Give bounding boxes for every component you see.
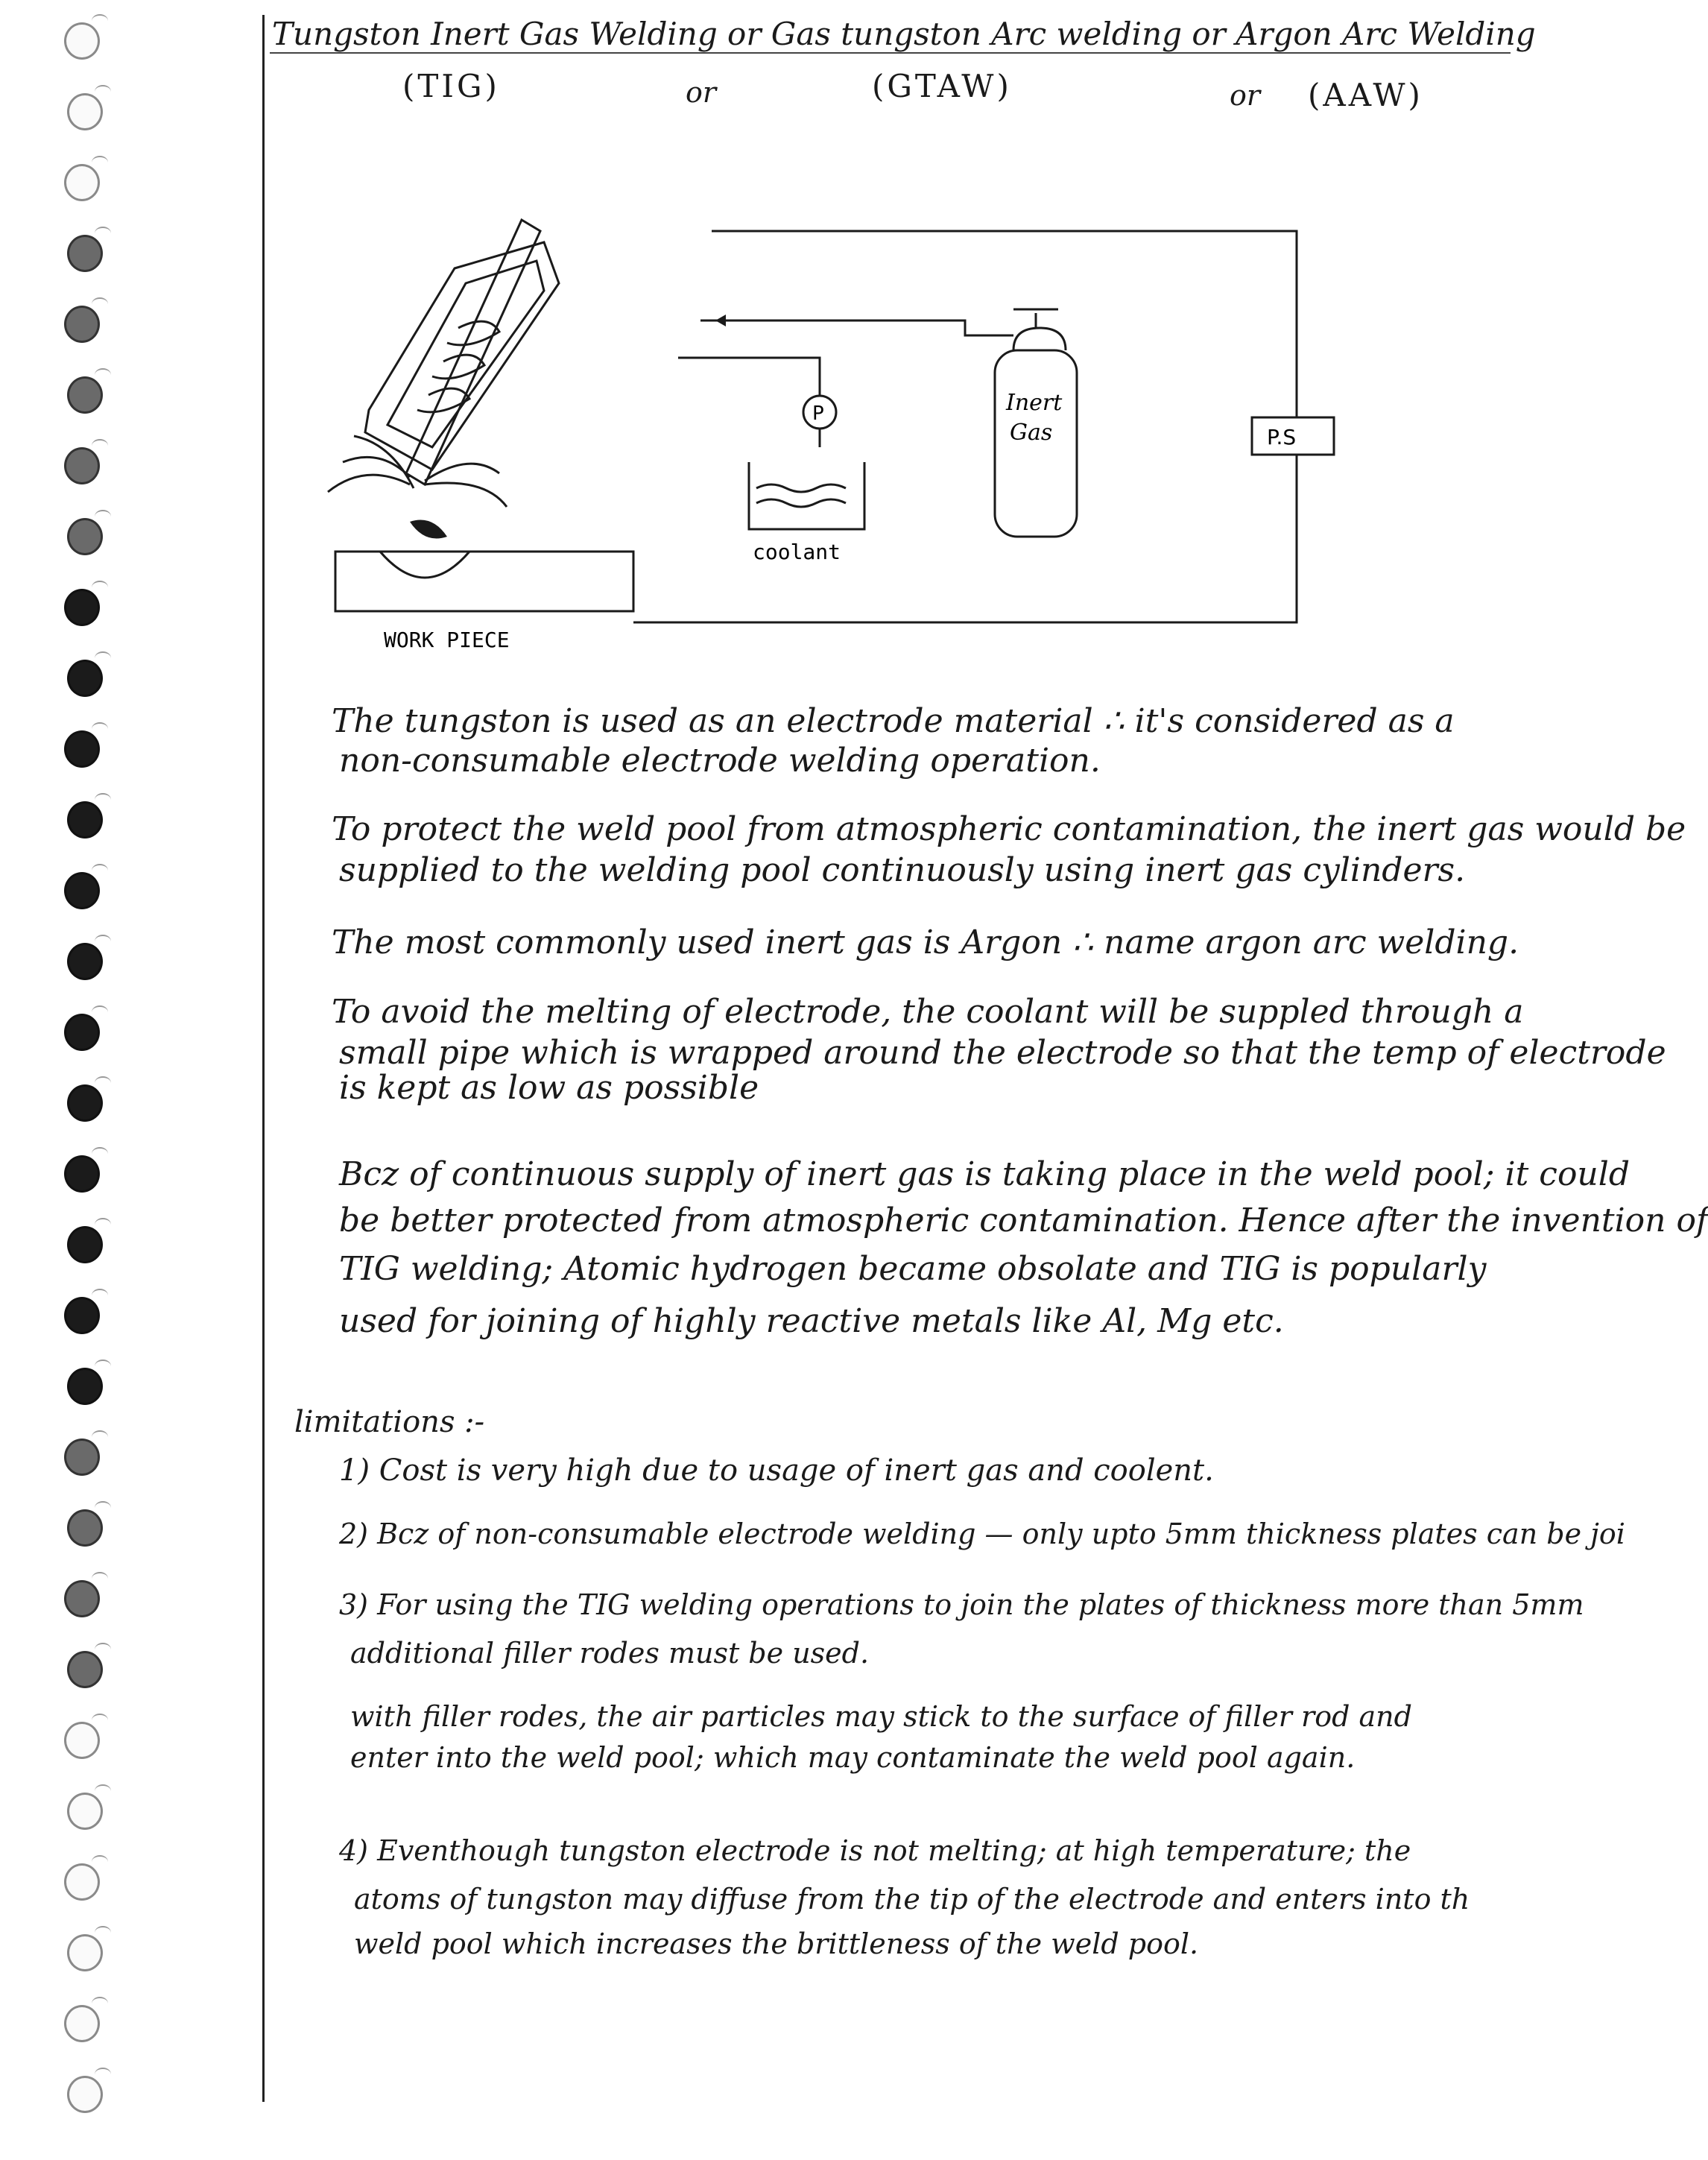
limitation-1: 1) Cost is very high due to usage of inert gas and coolent.	[339, 1453, 1214, 1488]
para-5-line-3: TIG welding; Atomic hydrogen became obsolate and TIG is popularly	[339, 1250, 1487, 1288]
gas-line	[700, 320, 1013, 335]
limitation-3-note-line-1: with filler rodes, the air particles may stick to the surface of filler rod and	[350, 1700, 1412, 1733]
para-4-line-1: To avoid the melting of electrode, the coolant will be suppled through a	[332, 993, 1524, 1031]
work-piece-label: WORK PIECE	[384, 628, 510, 652]
limitation-3-note-line-2: enter into the weld pool; which may contaminate the weld pool again.	[350, 1741, 1356, 1774]
binder-hole-mark	[95, 1784, 111, 1798]
or-2: or	[1230, 79, 1261, 112]
binder-hole-mark	[92, 1855, 108, 1869]
para-2-line-1: To protect the weld pool from atmospheric contamination, the inert gas would be	[332, 810, 1686, 848]
binder-hole-mark	[95, 793, 111, 806]
abbr-tig: (TIG)	[402, 68, 500, 104]
limitations-heading: limitations :-	[294, 1405, 485, 1439]
binder-hole-mark	[92, 1997, 108, 2010]
abbr-gtaw: (GTAW)	[872, 68, 1012, 104]
binder-hole-mark	[92, 1289, 108, 1302]
binder-hole	[64, 1722, 100, 1759]
binder-hole	[64, 730, 100, 768]
binder-hole-mark	[92, 297, 108, 311]
binder-hole-mark	[92, 1572, 108, 1585]
limitation-2: 2) Bcz of non-consumable electrode welding — only upto 5mm thickness plates can be joi	[339, 1518, 1625, 1550]
para-4-line-2: small pipe which is wrapped around the electrode so that the temp of electrode	[339, 1034, 1666, 1072]
binder-hole-mark	[92, 722, 108, 736]
tig-welding-diagram	[298, 209, 1341, 656]
coolant-label: coolant	[753, 540, 841, 564]
para-2-line-2: supplied to the welding pool continuously using inert gas cylinders.	[339, 851, 1466, 889]
binder-hole	[67, 1084, 103, 1122]
para-5-line-2: be better protected from atmospheric contamination. Hence after the invention of	[339, 1201, 1708, 1240]
binder-hole-mark	[92, 1714, 108, 1727]
binder-hole	[67, 1368, 103, 1405]
work-piece-block	[335, 552, 633, 611]
binder-hole-mark	[95, 2068, 111, 2081]
binder-hole-mark	[92, 581, 108, 594]
limitation-4-line-3: weld pool which increases the brittleness of the weld pool.	[354, 1927, 1199, 1960]
margin-line	[262, 15, 265, 2102]
limitation-3-line-1: 3) For using the TIG welding operations to join the plates of thickness more than 5mm	[339, 1588, 1584, 1621]
abbr-aaw: (AAW)	[1308, 77, 1423, 113]
binder-hole-mark	[95, 368, 111, 382]
binder-hole	[64, 1297, 100, 1334]
binder-hole	[64, 1580, 100, 1617]
binder-hole-mark	[92, 439, 108, 452]
para-1-line-2: non-consumable electrode welding operation.	[339, 742, 1101, 780]
circuit-wire-bottom	[633, 455, 1297, 622]
binder-hole	[64, 2005, 100, 2042]
binder-hole	[64, 164, 100, 201]
binder-hole	[67, 1226, 103, 1263]
inert-gas-label-2: Gas	[1010, 420, 1053, 446]
binder-hole	[67, 801, 103, 839]
binder-hole-mark	[92, 14, 108, 28]
binder-hole	[67, 2076, 103, 2113]
inert-gas-label-1: Inert	[1006, 390, 1063, 416]
or-1: or	[686, 76, 717, 109]
binder-hole-mark	[92, 864, 108, 877]
binder-hole	[64, 872, 100, 909]
pump-label: P	[812, 402, 824, 425]
para-1-line-1: The tungston is used as an electrode material ∴ it's considered as a	[332, 702, 1455, 740]
para-3-line-1: The most commonly used inert gas is Argon ∴ name argon arc welding.	[332, 923, 1519, 961]
binder-hole	[64, 447, 100, 484]
page-title: Tungston Inert Gas Welding or Gas tungston Arc welding or Argon Arc Welding	[272, 16, 1536, 52]
title-underline	[270, 52, 1511, 54]
binder-hole-mark	[92, 156, 108, 169]
para-4-line-3: is kept as low as possible	[339, 1069, 759, 1107]
binder-hole	[67, 518, 103, 555]
binder-hole	[67, 1793, 103, 1830]
binder-hole	[67, 660, 103, 697]
binder-hole-mark	[92, 1147, 108, 1160]
binder-hole-mark	[92, 1005, 108, 1019]
binder-hole-mark	[95, 227, 111, 240]
binder-hole-mark	[95, 1076, 111, 1090]
binder-hole-mark	[95, 1360, 111, 1373]
binder-hole	[67, 1509, 103, 1547]
binder-hole-mark	[95, 510, 111, 523]
limitation-3-line-2: additional filler rodes must be used.	[350, 1637, 870, 1670]
binder-hole-mark	[95, 935, 111, 948]
binder-hole	[64, 1014, 100, 1051]
binder-hole-mark	[95, 1501, 111, 1515]
weld-pool	[380, 552, 469, 578]
binder-hole	[64, 1439, 100, 1476]
limitation-4-line-2: atoms of tungston may diffuse from the tip of the electrode and enters into th	[354, 1883, 1470, 1916]
para-5-line-4: used for joining of highly reactive metals like Al, Mg etc.	[339, 1302, 1284, 1340]
binder-hole	[67, 376, 103, 414]
para-5-line-1: Bcz of continuous supply of inert gas is taking place in the weld pool; it could	[339, 1155, 1630, 1193]
binder-hole	[64, 1155, 100, 1193]
coolant-line	[678, 358, 820, 395]
binder-hole-mark	[95, 651, 111, 665]
binder-hole	[67, 943, 103, 980]
binder-hole	[64, 306, 100, 343]
binder-hole-mark	[95, 85, 111, 98]
circuit-wire-top	[712, 231, 1297, 417]
binder-hole	[67, 93, 103, 130]
power-supply-label: P.S	[1267, 425, 1297, 449]
binder-hole	[67, 1934, 103, 1971]
binder-hole	[64, 589, 100, 626]
binder-hole-mark	[95, 1643, 111, 1656]
binder-hole	[67, 235, 103, 272]
binder-hole-mark	[92, 1430, 108, 1444]
binder-hole-mark	[95, 1218, 111, 1231]
binder-holes	[0, 0, 149, 2160]
binder-hole	[64, 1863, 100, 1901]
binder-hole	[67, 1651, 103, 1688]
limitation-4-line-1: 4) Eventhough tungston electrode is not melting; at high temperature; the	[339, 1834, 1411, 1867]
binder-hole-mark	[95, 1926, 111, 1939]
coolant-tank	[749, 462, 864, 529]
binder-hole	[64, 22, 100, 60]
